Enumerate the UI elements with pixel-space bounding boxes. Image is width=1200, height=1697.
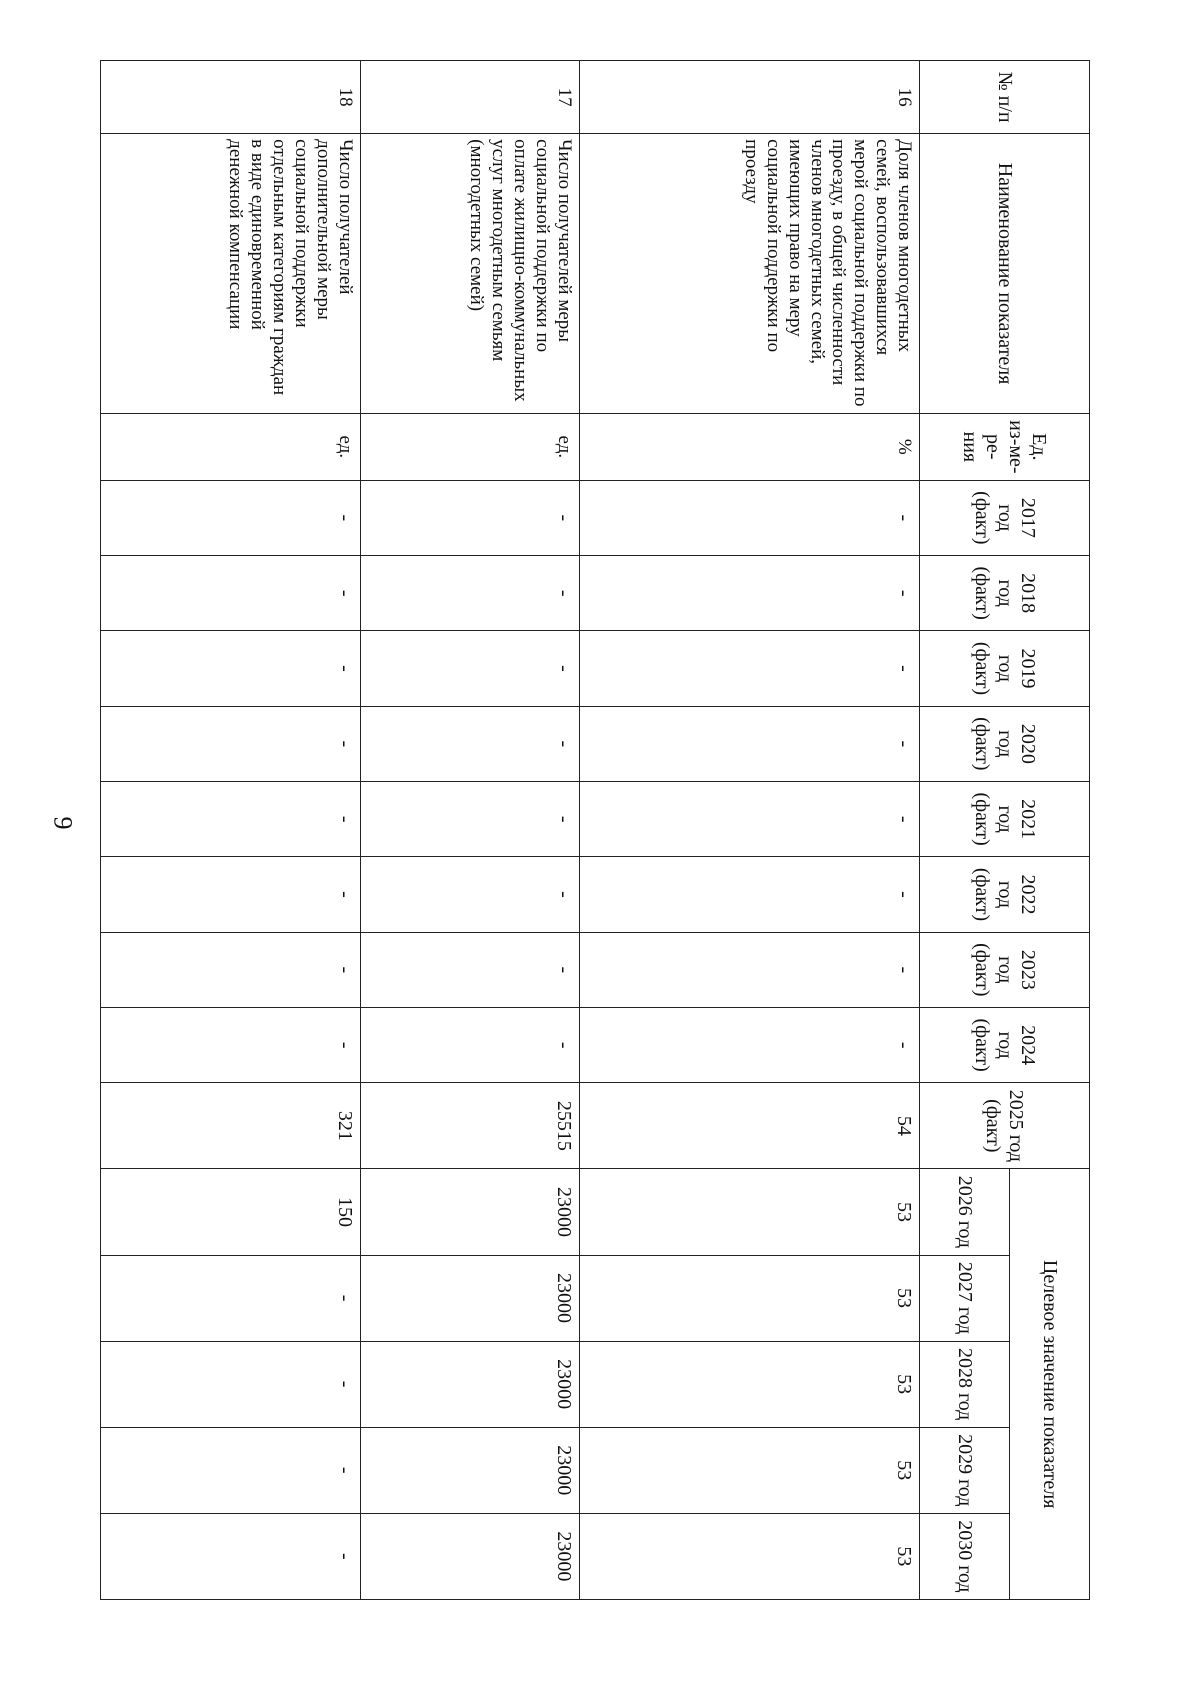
header-2022: 2022 год (факт): [920, 857, 1090, 932]
header-name: Наименование показателя: [920, 134, 1090, 414]
header-row-1: [1010, 61, 1090, 1600]
row-target-2029: 53: [579, 1427, 919, 1513]
header-2024: 2024 год (факт): [920, 1007, 1090, 1082]
header-2017: 2017 год (факт): [920, 480, 1090, 555]
row-target-2030: 23000: [360, 1513, 579, 1599]
row-value-2023: -: [579, 932, 919, 1007]
row-value-2022: -: [101, 857, 361, 932]
row-target-2027: 53: [579, 1255, 919, 1341]
row-target-2028: 23000: [360, 1341, 579, 1427]
row-target-2030: 53: [579, 1513, 919, 1599]
header-2023: 2023 год (факт): [920, 932, 1090, 1007]
row-value-2019: -: [101, 631, 361, 706]
row-target-2028: -: [101, 1341, 361, 1427]
page-number: 9: [48, 816, 78, 830]
row-value-2023: -: [101, 932, 361, 1007]
header-target-2030: 2030 год: [920, 1513, 1010, 1599]
row-value-2021: -: [101, 782, 361, 857]
row-value-2019: -: [579, 631, 919, 706]
row-target-2027: 23000: [360, 1255, 579, 1341]
header-target-2027: 2027 год: [920, 1255, 1010, 1341]
row-indicator-name: Число получателей меры социальной поддержки по оплате жилищно-коммунальных услуг многодетным семьям (многодетных семей): [360, 134, 579, 414]
header-2021: 2021 год (факт): [920, 782, 1090, 857]
row-value-2020: -: [579, 706, 919, 781]
header-2019: 2019 год (факт): [920, 631, 1090, 706]
row-target-2026: 53: [579, 1169, 919, 1255]
row-indicator-name: Доля членов многодетных семей, воспользовавшихся мерой социальной поддержки по проезду, в общей численности членов многодетных семей, имеющих право на меру социальной поддержки по проезду: [579, 134, 919, 414]
row-value-2025: 321: [101, 1083, 361, 1169]
header-2018: 2018 год (факт): [920, 556, 1090, 631]
table-row: [360, 61, 579, 1600]
row-value-2018: -: [360, 556, 579, 631]
row-unit: ед.: [360, 413, 579, 480]
row-value-2022: -: [579, 857, 919, 932]
row-value-2017: -: [360, 480, 579, 555]
row-unit: %: [579, 413, 919, 480]
row-value-2017: -: [579, 480, 919, 555]
row-target-2029: 23000: [360, 1427, 579, 1513]
row-value-2018: -: [101, 556, 361, 631]
row-target-2028: 53: [579, 1341, 919, 1427]
row-num: 18: [101, 61, 361, 134]
row-target-2026: 150: [101, 1169, 361, 1255]
table-row: [579, 61, 919, 1600]
header-target-group: Целевое значение показателя: [1010, 1169, 1090, 1600]
row-value-2022: -: [360, 857, 579, 932]
indicators-table-container: [100, 60, 1090, 1600]
row-value-2024: -: [101, 1007, 361, 1082]
header-unit: Ед. из-ме-ре-ния: [920, 413, 1090, 480]
row-value-2021: -: [360, 782, 579, 857]
row-target-2030: -: [101, 1513, 361, 1599]
row-indicator-name: Число получателей дополнительной меры социальной поддержки отдельным категориям граждан в виде единовременной денежной компенсации: [101, 134, 361, 414]
indicators-table: [100, 60, 1090, 1600]
row-value-2021: -: [579, 782, 919, 857]
row-target-2027: -: [101, 1255, 361, 1341]
header-num: № п/п: [920, 61, 1090, 134]
row-value-2020: -: [360, 706, 579, 781]
row-unit: ед.: [101, 413, 361, 480]
row-value-2025: 54: [579, 1083, 919, 1169]
row-value-2019: -: [360, 631, 579, 706]
header-target-2026: 2026 год: [920, 1169, 1010, 1255]
row-num: 17: [360, 61, 579, 134]
row-value-2024: -: [579, 1007, 919, 1082]
row-value-2025: 25515: [360, 1083, 579, 1169]
row-value-2017: -: [101, 480, 361, 555]
row-target-2026: 23000: [360, 1169, 579, 1255]
row-value-2024: -: [360, 1007, 579, 1082]
row-value-2023: -: [360, 932, 579, 1007]
header-2025: 2025 год (факт): [920, 1083, 1090, 1169]
row-value-2020: -: [101, 706, 361, 781]
header-target-2028: 2028 год: [920, 1341, 1010, 1427]
row-target-2029: -: [101, 1427, 361, 1513]
row-num: 16: [579, 61, 919, 134]
table-row: [101, 61, 361, 1600]
header-target-2029: 2029 год: [920, 1427, 1010, 1513]
header-2020: 2020 год (факт): [920, 706, 1090, 781]
row-value-2018: -: [579, 556, 919, 631]
